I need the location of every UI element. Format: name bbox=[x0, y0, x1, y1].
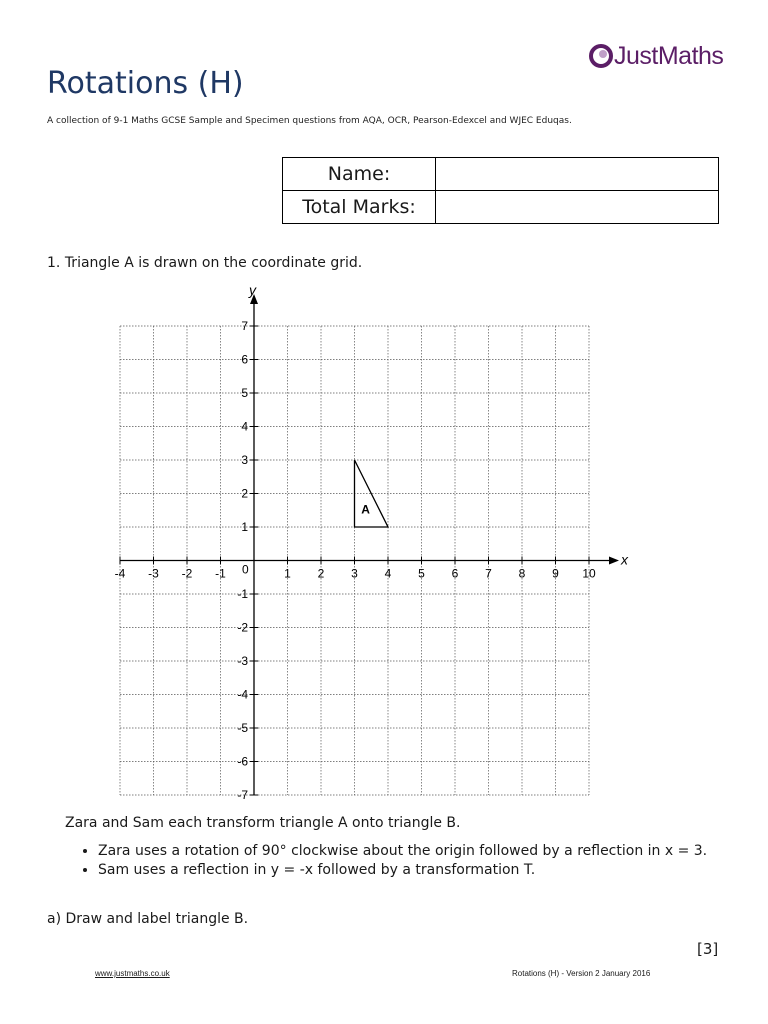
footer-website-link[interactable]: www.justmaths.co.uk bbox=[95, 969, 170, 978]
question-number: 1. bbox=[47, 255, 61, 271]
y-tick-label: -4 bbox=[237, 687, 248, 702]
y-tick-label: 3 bbox=[241, 453, 248, 467]
page-subtitle: A collection of 9-1 Maths GCSE Sample and Specimen questions from AQA, OCR, Pearson-Edexcel and WJEC Eduqas. bbox=[47, 116, 572, 126]
x-tick-label: -3 bbox=[148, 566, 159, 581]
y-tick-label: -2 bbox=[237, 620, 248, 635]
y-tick-label: 1 bbox=[241, 520, 248, 534]
list-item: • Zara uses a rotation of 90° clockwise about the origin followed by a reflection in x = 3. bbox=[98, 842, 748, 861]
name-label: Name: bbox=[283, 158, 436, 191]
x-tick-label: 9 bbox=[552, 566, 559, 581]
question-part-a: a) Draw and label triangle B. bbox=[47, 911, 249, 927]
axes bbox=[120, 294, 619, 795]
logo-text: JustMaths bbox=[614, 41, 724, 70]
x-tick-label: 3 bbox=[351, 566, 358, 581]
conditions-list bbox=[78, 842, 748, 880]
x-axis-label: x bbox=[621, 551, 628, 568]
y-tick-label: -3 bbox=[237, 654, 248, 668]
y-tick-label: 6 bbox=[241, 352, 248, 367]
footer-version: Rotations (H) - Version 2 January 2016 bbox=[512, 969, 651, 978]
logo-swirl-icon bbox=[588, 43, 614, 69]
name-row bbox=[283, 158, 719, 191]
marks-table bbox=[282, 157, 719, 224]
x-tick-label: 10 bbox=[582, 566, 596, 581]
x-tick-label: -2 bbox=[181, 566, 193, 581]
name-field[interactable] bbox=[436, 158, 719, 191]
justmaths-logo bbox=[588, 40, 723, 72]
x-tick-label: 6 bbox=[451, 566, 459, 581]
y-tick-label: 2 bbox=[241, 486, 248, 501]
question-text: Triangle A is drawn on the coordinate grid. bbox=[64, 255, 363, 271]
x-tick-label: 2 bbox=[317, 566, 325, 581]
list-item: • Sam uses a reflection in y = -x followed by a transformation T. bbox=[98, 861, 748, 880]
origin-label: 0 bbox=[242, 562, 249, 577]
triangle-a-label: A bbox=[361, 502, 370, 517]
y-tick-label: 4 bbox=[241, 419, 248, 434]
y-tick-label: 5 bbox=[241, 386, 248, 400]
coordinate-grid[interactable] bbox=[100, 283, 660, 803]
y-tick-label: -1 bbox=[237, 587, 248, 601]
y-axis-label: y bbox=[249, 283, 256, 298]
question-1 bbox=[47, 255, 362, 271]
x-tick-label: 8 bbox=[518, 566, 526, 581]
triangle-a bbox=[355, 460, 389, 527]
y-tick-label: -7 bbox=[237, 788, 248, 802]
x-tick-label: -1 bbox=[215, 566, 226, 581]
total-marks-row bbox=[283, 191, 719, 224]
question-intro: Zara and Sam each transform triangle A onto triangle B. bbox=[65, 815, 461, 831]
x-tick-label: -4 bbox=[114, 566, 126, 581]
x-axis-arrow-icon bbox=[609, 557, 619, 565]
marks-available: [3] bbox=[697, 940, 719, 958]
total-marks-label: Total Marks: bbox=[283, 191, 436, 224]
x-tick-label: 5 bbox=[418, 566, 425, 581]
page-title: Rotations (H) bbox=[47, 66, 244, 101]
x-tick-label: 4 bbox=[384, 566, 392, 581]
x-tick-label: 7 bbox=[485, 566, 492, 581]
y-tick-label: -6 bbox=[237, 754, 248, 769]
y-tick-label: 7 bbox=[241, 319, 248, 333]
total-marks-field[interactable] bbox=[436, 191, 719, 224]
x-tick-label: 1 bbox=[284, 566, 291, 581]
y-tick-label: -5 bbox=[237, 721, 248, 735]
